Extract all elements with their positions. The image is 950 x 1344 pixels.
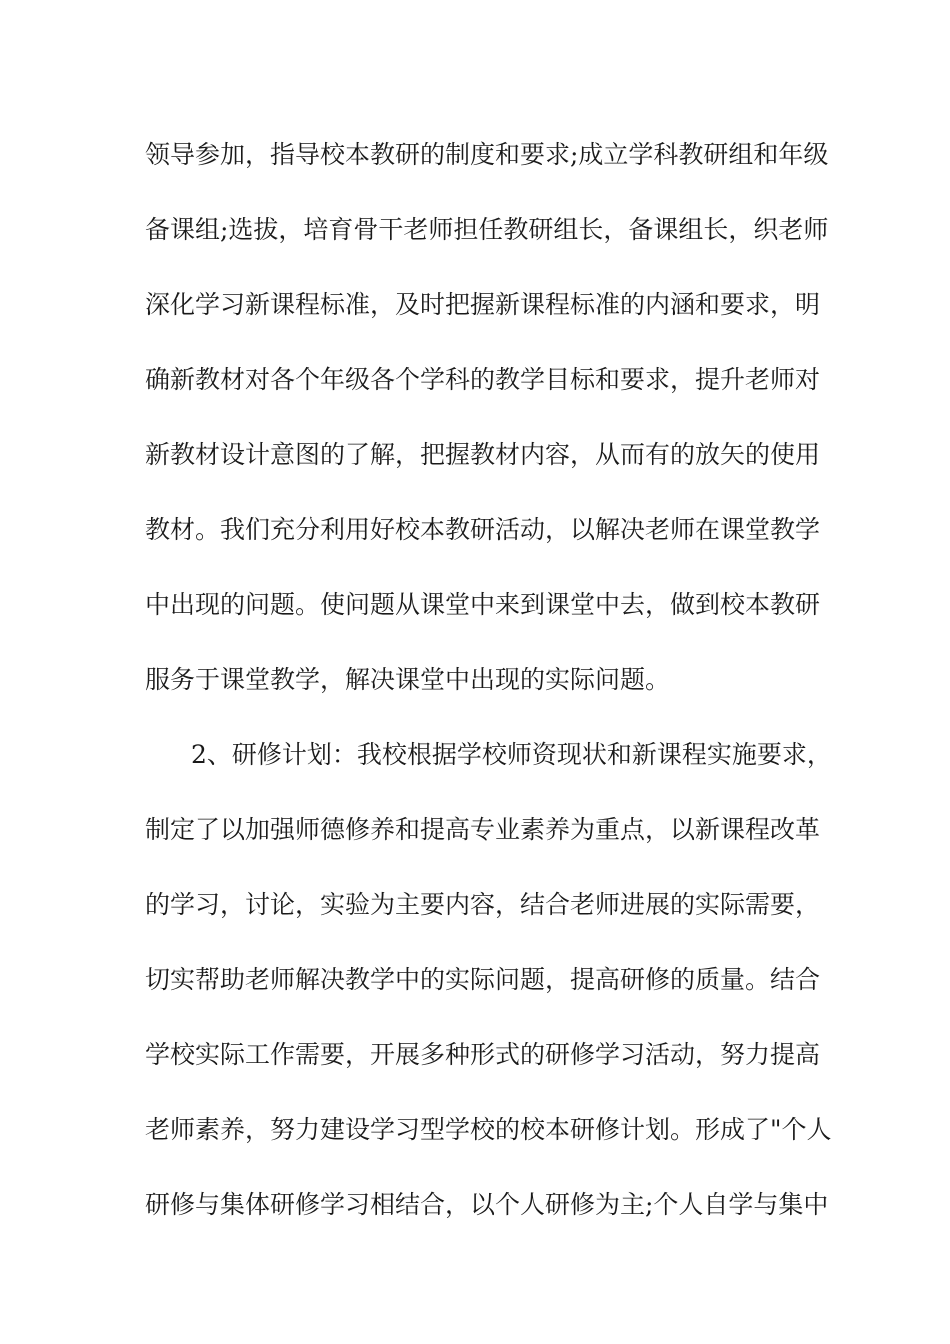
- text-line: 深化学习新课程标准，及时把握新课程标准的内涵和要求，明: [145, 290, 821, 319]
- body-text: [145, 133, 832, 1258]
- text-line: 服务于课堂教学，解决课堂中出现的实际问题。: [145, 665, 671, 694]
- text-line: 中出现的问题。使问题从课堂中来到课堂中去，做到校本教研: [145, 590, 821, 619]
- text-line: 制定了以加强师德修养和提高专业素养为重点，以新课程改革: [145, 815, 821, 844]
- text-line: 新教材设计意图的了解，把握教材内容，从而有的放矢的使用: [145, 440, 821, 469]
- text-line: 教材。我们充分利用好校本教研活动，以解决老师在课堂教学: [145, 515, 821, 544]
- text-line: 备课组;选拔，培育骨干老师担任教研组长，备课组长，织老师: [145, 215, 829, 244]
- text-line: 学校实际工作需要，开展多种形式的研修学习活动，努力提高: [145, 1040, 821, 1069]
- text-line: 确新教材对各个年级各个学科的教学目标和要求，提升老师对: [145, 365, 821, 394]
- text-line: 切实帮助老师解决教学中的实际问题，提高研修的质量。结合: [145, 965, 821, 994]
- text-line: 研修与集体研修学习相结合，以个人研修为主;个人自学与集中: [145, 1190, 829, 1219]
- paragraph-start-line: 2、研修计划：我校根据学校师资现状和新课程实施要求，: [191, 740, 832, 769]
- text-line: 领导参加，指导校本教研的制度和要求;成立学科教研组和年级: [145, 140, 829, 169]
- text-line: 老师素养，努力建设学习型学校的校本研修计划。形成了"个人: [145, 1115, 832, 1144]
- text-line: 的学习，讨论，实验为主要内容，结合老师进展的实际需要，: [145, 890, 821, 919]
